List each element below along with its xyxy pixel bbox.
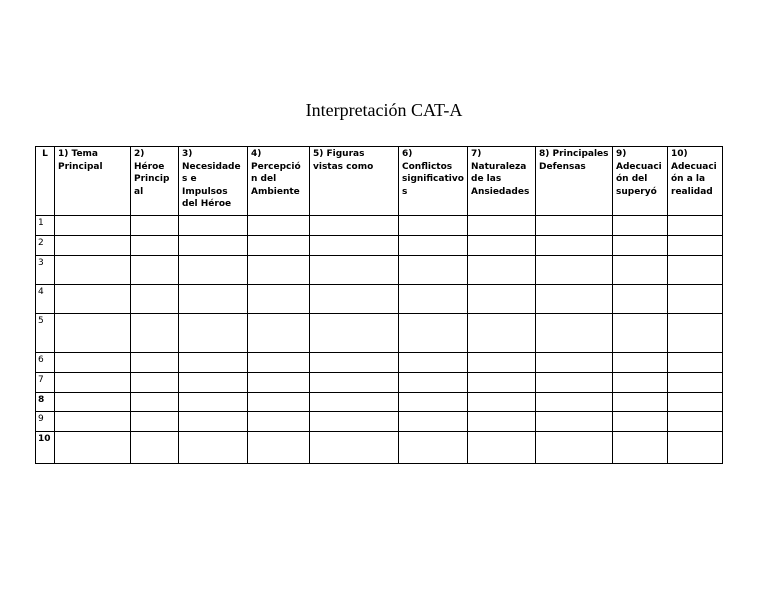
- table-cell[interactable]: [55, 285, 131, 314]
- table-row: [36, 432, 723, 464]
- table-cell[interactable]: [399, 285, 468, 314]
- table-row: [36, 314, 723, 353]
- table-cell[interactable]: [668, 314, 723, 353]
- interpretation-table: [35, 146, 723, 464]
- table-row: [36, 412, 723, 432]
- table-cell[interactable]: [310, 285, 399, 314]
- table-cell[interactable]: [536, 432, 613, 464]
- table-row: [36, 373, 723, 393]
- table-cell[interactable]: [131, 373, 179, 393]
- table-cell[interactable]: [310, 393, 399, 412]
- table-cell[interactable]: [668, 285, 723, 314]
- table-cell[interactable]: [399, 216, 468, 236]
- table-cell[interactable]: [55, 353, 131, 373]
- table-cell[interactable]: [131, 285, 179, 314]
- table-cell[interactable]: [613, 353, 668, 373]
- row-number: 5: [36, 314, 55, 353]
- row-number: 7: [36, 373, 55, 393]
- header-cell-percepcion: 4) Percepción del Ambiente: [248, 147, 310, 216]
- table-cell[interactable]: [399, 412, 468, 432]
- table-cell[interactable]: [613, 236, 668, 256]
- table-cell[interactable]: [179, 216, 248, 236]
- table-cell[interactable]: [179, 285, 248, 314]
- table-cell[interactable]: [468, 432, 536, 464]
- table-cell[interactable]: [248, 432, 310, 464]
- row-number: 1: [36, 216, 55, 236]
- table-cell[interactable]: [55, 236, 131, 256]
- table-cell[interactable]: [310, 412, 399, 432]
- table-cell[interactable]: [613, 314, 668, 353]
- table-cell[interactable]: [613, 412, 668, 432]
- header-cell-figuras: 5) Figuras vistas como: [310, 147, 399, 216]
- table-cell[interactable]: [55, 314, 131, 353]
- table-cell[interactable]: [248, 256, 310, 285]
- table-cell[interactable]: [131, 256, 179, 285]
- table-cell[interactable]: [248, 285, 310, 314]
- table-cell[interactable]: [536, 236, 613, 256]
- row-number: 3: [36, 256, 55, 285]
- table-row: [36, 285, 723, 314]
- table-cell[interactable]: [310, 373, 399, 393]
- row-number: 4: [36, 285, 55, 314]
- table-cell[interactable]: [536, 216, 613, 236]
- table-cell[interactable]: [668, 216, 723, 236]
- table-cell[interactable]: [248, 373, 310, 393]
- table-cell[interactable]: [468, 256, 536, 285]
- table-cell[interactable]: [468, 373, 536, 393]
- table-cell[interactable]: [131, 353, 179, 373]
- table-cell[interactable]: [131, 393, 179, 412]
- table-cell[interactable]: [668, 432, 723, 464]
- header-cell-superyo: 9) Adecuación del superyó: [613, 147, 668, 216]
- row-number: 9: [36, 412, 55, 432]
- table-cell[interactable]: [131, 236, 179, 256]
- table-cell[interactable]: [536, 285, 613, 314]
- table-cell[interactable]: [468, 412, 536, 432]
- table-cell[interactable]: [536, 256, 613, 285]
- table-cell[interactable]: [613, 393, 668, 412]
- header-cell-realidad: 10) Adecuación a la realidad: [668, 147, 723, 216]
- table-cell[interactable]: [536, 393, 613, 412]
- header-cell-tema: 1) Tema Principal: [55, 147, 131, 216]
- table-cell[interactable]: [179, 256, 248, 285]
- table-cell[interactable]: [613, 216, 668, 236]
- table-cell[interactable]: [536, 353, 613, 373]
- table-cell[interactable]: [468, 353, 536, 373]
- table-cell[interactable]: [399, 314, 468, 353]
- table-cell[interactable]: [468, 216, 536, 236]
- table-cell[interactable]: [468, 285, 536, 314]
- table-cell[interactable]: [55, 393, 131, 412]
- table-cell[interactable]: [668, 256, 723, 285]
- table-cell[interactable]: [310, 236, 399, 256]
- table-cell[interactable]: [310, 256, 399, 285]
- table-cell[interactable]: [248, 353, 310, 373]
- table-cell[interactable]: [179, 412, 248, 432]
- header-cell-conflictos: 6) Conflictos significativos: [399, 147, 468, 216]
- table-cell[interactable]: [55, 412, 131, 432]
- table-cell[interactable]: [310, 353, 399, 373]
- table-cell[interactable]: [468, 236, 536, 256]
- table-row: [36, 236, 723, 256]
- table-cell[interactable]: [613, 285, 668, 314]
- table-cell[interactable]: [179, 432, 248, 464]
- page-title: Interpretación CAT-A: [305, 100, 463, 120]
- table-row: [36, 216, 723, 236]
- table-cell[interactable]: [399, 393, 468, 412]
- table-cell[interactable]: [131, 314, 179, 353]
- table-cell[interactable]: [179, 353, 248, 373]
- table-row: [36, 256, 723, 285]
- header-cell-l: L: [36, 147, 55, 216]
- table-cell[interactable]: [131, 432, 179, 464]
- header-cell-ansiedades: 7) Naturaleza de las Ansiedades: [468, 147, 536, 216]
- table-cell[interactable]: [399, 353, 468, 373]
- table-cell[interactable]: [668, 236, 723, 256]
- table-cell[interactable]: [248, 314, 310, 353]
- table-cell[interactable]: [179, 373, 248, 393]
- table-cell[interactable]: [668, 373, 723, 393]
- row-number: 2: [36, 236, 55, 256]
- table-row: [36, 353, 723, 373]
- table-cell[interactable]: [310, 314, 399, 353]
- table-cell[interactable]: [248, 412, 310, 432]
- table-cell[interactable]: [310, 216, 399, 236]
- table-cell[interactable]: [179, 236, 248, 256]
- table-cell[interactable]: [536, 373, 613, 393]
- header-row: [36, 147, 723, 216]
- row-number: 10: [36, 432, 55, 464]
- table-cell[interactable]: [399, 373, 468, 393]
- table-cell[interactable]: [310, 432, 399, 464]
- table-cell[interactable]: [468, 393, 536, 412]
- table-cell[interactable]: [55, 256, 131, 285]
- table-row: [36, 393, 723, 412]
- table-cell[interactable]: [668, 353, 723, 373]
- table-cell[interactable]: [613, 256, 668, 285]
- table-cell[interactable]: [248, 393, 310, 412]
- table-cell[interactable]: [55, 373, 131, 393]
- table-cell[interactable]: [399, 432, 468, 464]
- table-cell[interactable]: [668, 393, 723, 412]
- table-cell[interactable]: [131, 216, 179, 236]
- header-cell-heroe: 2) Héroe Principal: [131, 147, 179, 216]
- table-cell[interactable]: [668, 412, 723, 432]
- table-cell[interactable]: [536, 314, 613, 353]
- table-cell[interactable]: [399, 236, 468, 256]
- table-body: [36, 216, 723, 464]
- table-cell[interactable]: [536, 412, 613, 432]
- table-cell[interactable]: [613, 373, 668, 393]
- table-cell[interactable]: [55, 432, 131, 464]
- row-number: 6: [36, 353, 55, 373]
- table-cell[interactable]: [179, 393, 248, 412]
- table-cell[interactable]: [131, 412, 179, 432]
- header-cell-defensas: 8) Principales Defensas: [536, 147, 613, 216]
- table-cell[interactable]: [468, 314, 536, 353]
- table-cell[interactable]: [613, 432, 668, 464]
- table-cell[interactable]: [55, 216, 131, 236]
- header-cell-necesidades: 3) Necesidades e Impulsos del Héroe: [179, 147, 248, 216]
- table-cell[interactable]: [248, 216, 310, 236]
- table-cell[interactable]: [179, 314, 248, 353]
- row-number: 8: [36, 393, 55, 412]
- table-cell[interactable]: [399, 256, 468, 285]
- table-cell[interactable]: [248, 236, 310, 256]
